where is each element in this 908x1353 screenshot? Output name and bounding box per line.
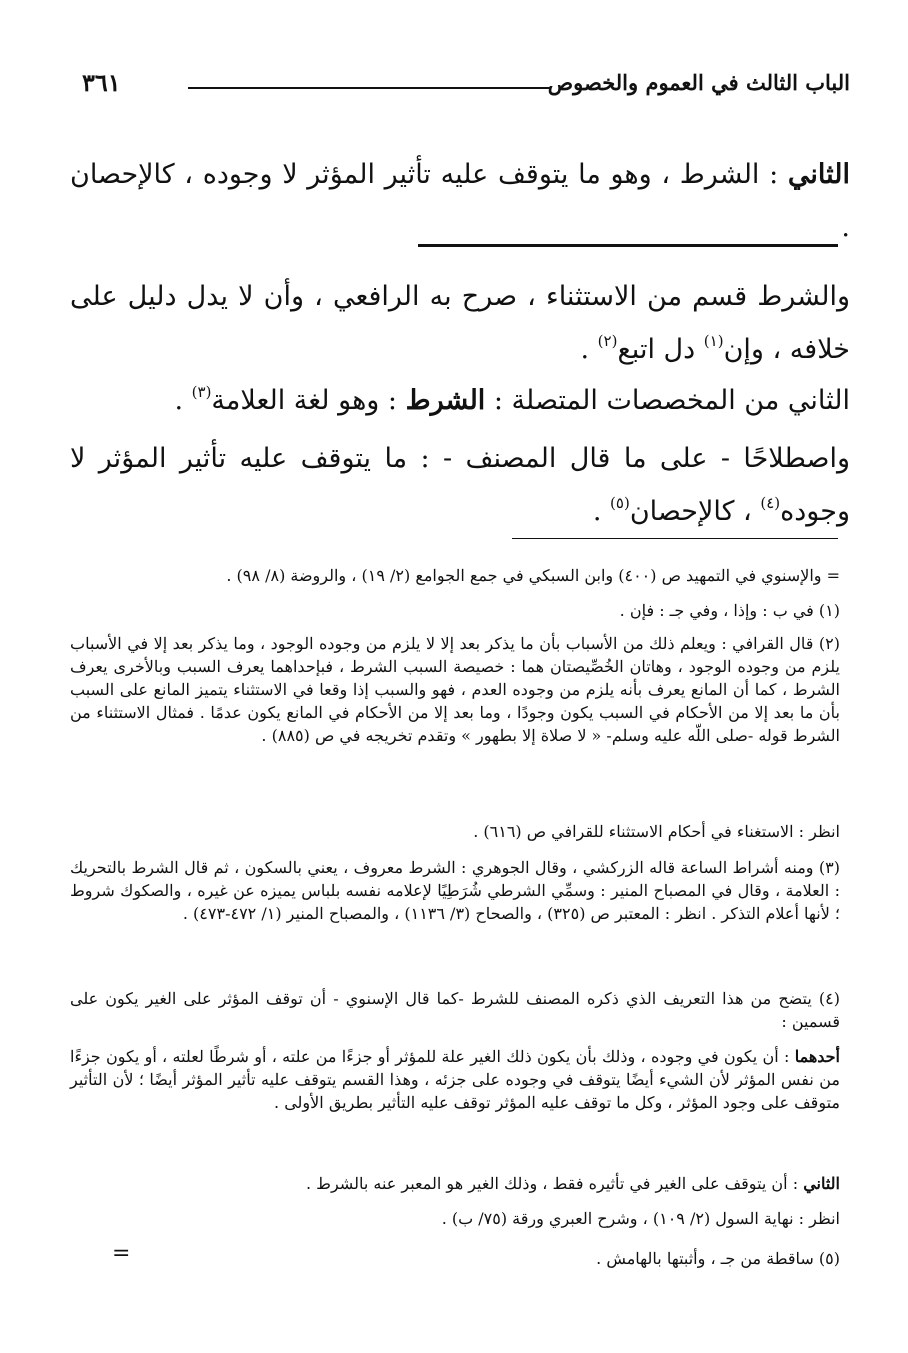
sharh-bold-term: الشرط <box>405 385 486 416</box>
footnote-4-reference: انظر : نهاية السول (٢/ ١٠٩) ، وشرح العبري ورقة (٧٥/ ب) . <box>441 1209 840 1228</box>
matn-paragraph <box>70 148 850 254</box>
footnote-ref-2[interactable]: (٢) <box>597 332 618 350</box>
header-rule <box>188 87 550 89</box>
matn-separator-rule <box>418 244 838 247</box>
footnote-ref-3[interactable]: (٣) <box>191 383 212 401</box>
footnote-continuation: = والإسنوي في التمهيد ص (٤٠٠) وابن السبكي في جمع الجوامع (٢/ ١٩) ، والروضة (٨/ ٩٨) . <box>226 566 840 585</box>
sharh-text: واصطلاحًا - على ما قال المصنف - : ما يتوقف عليه تأثير المؤثر لا وجوده <box>70 443 850 527</box>
sharh-paragraph-3 <box>70 432 850 538</box>
running-header <box>60 70 850 104</box>
sharh-text: . <box>174 385 192 416</box>
page-number: ٣٦١ <box>82 68 121 97</box>
footnote-4-first-text: : أن يكون في وجوده ، وذلك بأن يكون ذلك الغير علة للمؤثر أو جزءًا من علته ، أو شرطًا لعلته ، أو يكون جزءًا من نفس المؤثر لأن الشيء أيضًا يتوقف في وجوده على جزئه ، وهذا القسم يتوقف عليه تأثير المؤثر أيضًا ؛ لأن التأثير متوقف على وجود المؤثر ، وكل ما توقف عليه المؤثر توقف عليه التأثير بطريق الأولى . <box>70 1047 841 1112</box>
footnote-4: (٤) يتضح من هذا التعريف الذي ذكره المصنف للشرط -كما قال الإسنوي - أن توقف المؤثر على الغير يكون على قسمين : <box>70 989 840 1031</box>
sharh-text: : وهو لغة العلامة <box>211 385 406 416</box>
sharh-paragraph-1 <box>70 270 850 376</box>
sharh-text: . <box>580 334 598 365</box>
footnote-3: (٣) ومنه أشراط الساعة قاله الزركشي ، وقال الجوهري : الشرط معروف ، يعني بالسكون ، ثم قال الشرط بالتحريك : العلامة ، وقال في المصباح المنير : وسمِّي الشرطي شُرَطِيًا لإعلامه نفسه بلباس يميزه عن غيره ، والصكوك شروط ؛ لأنها أعلام التذكر . انظر : المعتبر ص (٣٢٥) ، والصحاح (٣/ ١١٣٦) ، والمصباح المنير (١/ ٤٧٢-٤٧٣) . <box>70 858 840 923</box>
footnote-separator-rule <box>512 538 838 539</box>
matn-text: : الشرط ، وهو ما يتوقف عليه تأثير المؤثر لا وجوده ، كالإحصان . <box>70 159 850 243</box>
footnote-1: (١) في ب : وإذا ، وفي جـ : فإن . <box>619 601 840 620</box>
sharh-text: . <box>592 496 611 527</box>
footnote-2-reference: انظر : الاستغناء في أحكام الاستثناء للقرافي ص (٦١٦) . <box>473 822 840 841</box>
footnote-4-second <box>70 1172 840 1195</box>
footnote-4-first-label: أحدهما <box>794 1047 840 1066</box>
sharh-text: دل اتبع <box>617 334 704 365</box>
footnote-4-first <box>70 1045 840 1114</box>
footnote-5: (٥) ساقطة من جـ ، وأثبتها بالهامش . <box>596 1249 840 1268</box>
footnote-ref-5[interactable]: (٥) <box>610 494 630 512</box>
sharh-text: ، كالإحصان <box>629 496 761 527</box>
footnote-4-second-text: : أن يتوقف على الغير في تأثيره فقط ، وذلك الغير هو المعبر عنه بالشرط . <box>306 1174 804 1193</box>
sharh-paragraph-2 <box>70 374 850 427</box>
footnote-ref-4[interactable]: (٤) <box>760 494 781 512</box>
sharh-text: والشرط قسم من الاستثناء ، صرح به الرافعي ، وأن لا يدل دليل على خلافه ، وإن <box>70 281 850 365</box>
sharh-text: الثاني من المخصصات المتصلة : <box>485 385 850 416</box>
footnote-ref-1[interactable]: (١) <box>703 332 724 350</box>
footnote-4-second-label: الثاني <box>803 1174 840 1193</box>
matn-lead-word: الثاني <box>787 159 850 190</box>
footnote-2: (٢) قال القرافي : ويعلم ذلك من الأسباب بأن ما يذكر بعد إلا لا يلزم من وجوده الوجود ، وما يذكر بعد إلا في الأسباب يلزم من وجوده الوجود ، وهاتان الخُصِّيصتان هما : خصيصة السبب الشرط ، فبإحداهما يعرف السبب وبالأخرى يعرف الشرط ، كما أن المانع يعرف بأنه يلزم من وجوده العدم ، فهو والسبب إذا وقعا في الاستثناء يتميز المانع على السبب بأن ما بعد إلا من الأحكام في السبب يكون وجودًا ، وما بعد إلا من الأحكام في المانع يكون عدمًا . فمثال الاستثناء من الشرط قوله -صلى اللّه عليه وسلم- « لا صلاة إلا بطهور » وتقدم تخريجه في ص (٨٨٥) . <box>70 634 840 745</box>
chapter-title: الباب الثالث في العموم والخصوص <box>547 70 850 95</box>
continuation-marker: = <box>112 1241 131 1266</box>
